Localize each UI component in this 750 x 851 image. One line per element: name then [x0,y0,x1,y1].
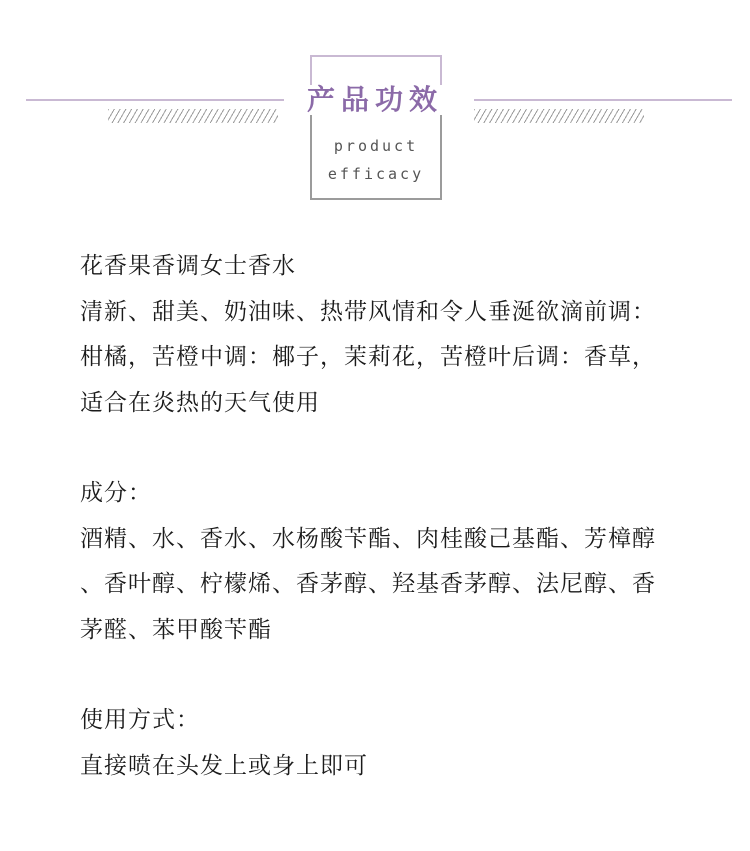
section-title-english-line2: efficacy [327,165,425,183]
ingredients-heading: 成分： [80,480,152,506]
usage-text: 直接喷在头发上或身上即可 [80,752,368,779]
description-line: 适合在炎热的天气使用 [80,389,320,416]
header-rule-right [474,99,732,101]
product-description [80,244,710,789]
header-frame-bottom [310,115,442,200]
section-title-english-line1: product [333,137,419,155]
ingredients-line: 茅醛、苯甲酸苄酯 [80,616,272,643]
header-hatch-left [108,109,278,123]
header-hatch-right [474,109,644,123]
description-line: 柑橘，苦橙中调：椰子，茉莉花，苦橙叶后调：香草， [80,344,656,370]
header-rule-left [26,99,284,101]
description-line: 花香果香调女士香水 [80,253,296,279]
ingredients-line: 、香叶醇、柠檬烯、香茅醇、羟基香茅醇、法尼醇、香 [80,571,656,597]
section-header [0,0,750,210]
description-line: 清新、甜美、奶油味、热带风情和令人垂涎欲滴前调： [80,298,656,325]
ingredients-line: 酒精、水、香水、水杨酸苄酯、肉桂酸己基酯、芳樟醇 [80,525,656,552]
usage-heading: 使用方式： [80,707,200,733]
section-title-chinese: 产品功效 [306,83,443,116]
